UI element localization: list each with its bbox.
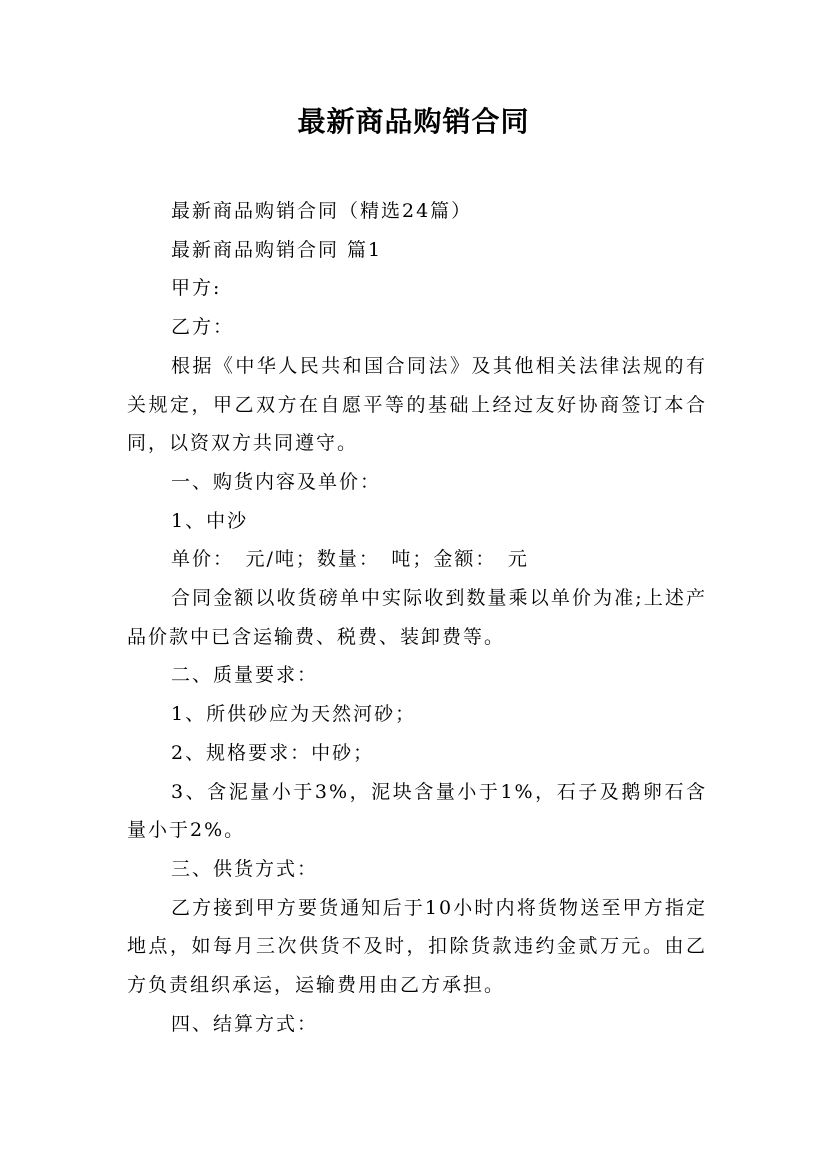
paragraph-quality-3: 3、含泥量小于3%，泥块含量小于1%，石子及鹅卵石含量小于2%。	[127, 780, 707, 842]
section-heading-goods: 一、购货内容及单价：	[171, 470, 382, 493]
paragraph-contract-amount: 合同金额以收货磅单中实际收到数量乘以单价为准;上述产品价款中已含运输费、税费、装卸费等。	[127, 587, 707, 648]
paragraph-price-line: 单价： 元/吨；数量： 吨；金额： 元	[171, 548, 529, 571]
paragraph-heading-part1: 最新商品购销合同 篇1	[171, 238, 383, 261]
paragraph-supply-terms: 乙方接到甲方要货通知后于10小时内将货物送至甲方指定地点，如每月三次供货不及时，扣除货款违约金贰万元。由乙方负责组织承运，运输费用由乙方承担。	[127, 896, 707, 997]
paragraph-intro: 最新商品购销合同（精选24篇）	[171, 200, 473, 222]
document-body	[127, 192, 707, 1043]
section-heading-settlement: 四、结算方式：	[171, 1012, 319, 1035]
paragraph-item-sand: 1、中沙	[171, 509, 249, 532]
paragraph-quality-1: 1、所供砂应为天然河砂；	[171, 703, 417, 726]
section-heading-quality: 二、质量要求：	[171, 664, 319, 687]
paragraph-party-b: 乙方：	[171, 316, 235, 339]
section-heading-supply: 三、供货方式：	[171, 857, 319, 880]
paragraph-preamble: 根据《中华人民共和国合同法》及其他相关法律法规的有关规定，甲乙双方在自愿平等的基础上经过友好协商签订本合同，以资双方共同遵守。	[127, 354, 707, 455]
paragraph-quality-2: 2、规格要求：中砂；	[171, 741, 375, 764]
document-title: 最新商品购销合同	[297, 105, 530, 138]
paragraph-party-a: 甲方:	[171, 277, 222, 300]
